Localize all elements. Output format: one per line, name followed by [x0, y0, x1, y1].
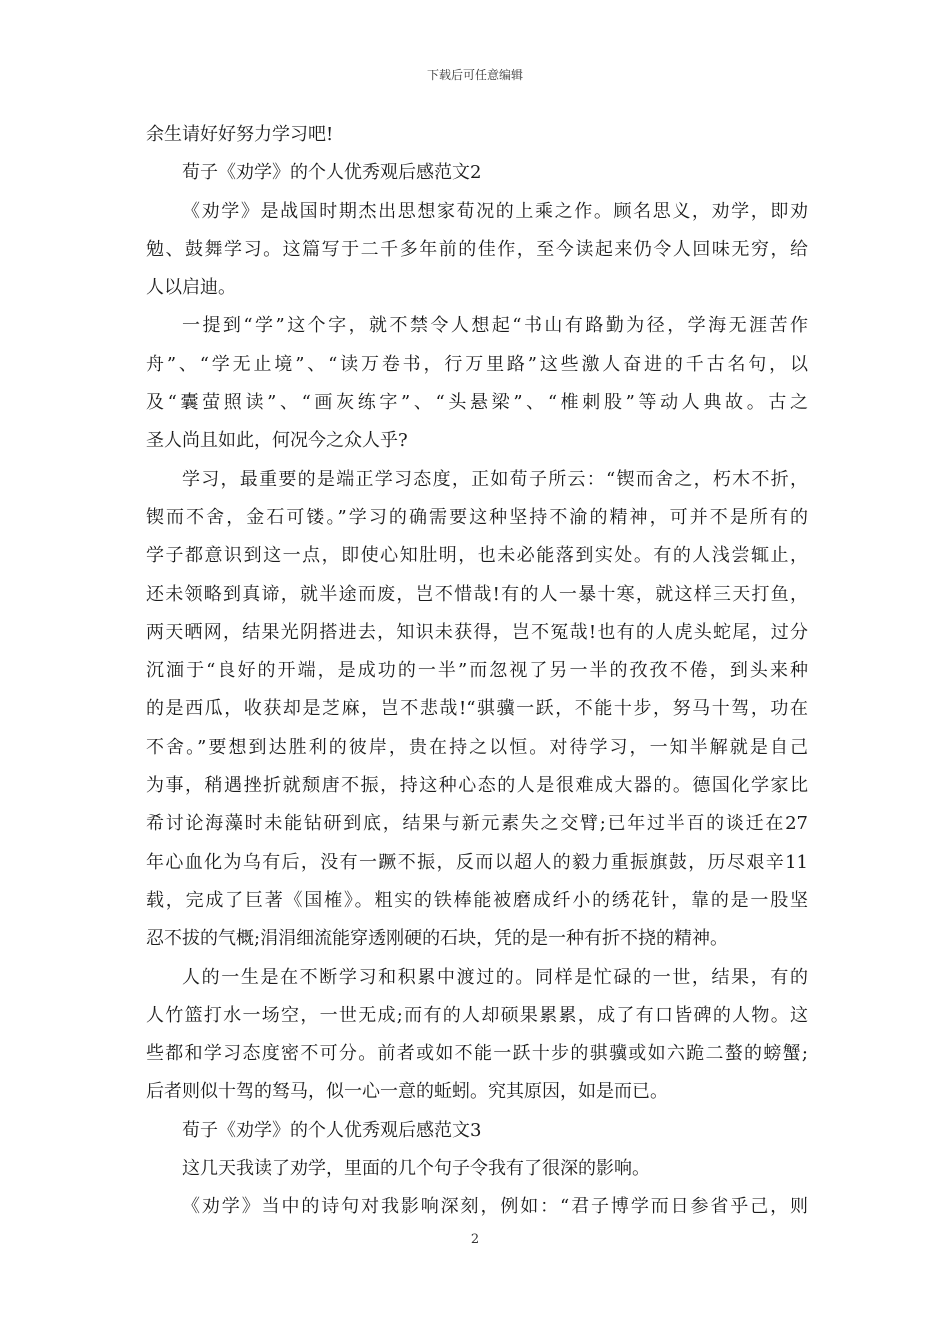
- page-header: 下载后可任意编辑: [426, 68, 523, 82]
- text-line: 学习，最重要的是端正学习态度，正如荀子所云：“锲而舍之，朽木不折，: [182, 468, 808, 490]
- text-line: 《劝学》是战国时期杰出思想家荀况的上乘之作。顾名思义，劝学，即劝: [182, 200, 808, 222]
- text-line: 锲而不舍，金石可镂。”学习的确需要这种坚持不渝的精神，可并不是所有的: [146, 506, 808, 528]
- text-line: 还未领略到真谛，就半途而废，岂不惜哉!有的人一暴十寒，就这样三天打鱼，: [146, 583, 808, 605]
- text-line: 载，完成了巨著《国榷》。粗实的铁棒能被磨成纤小的绣花针，靠的是一股坚: [146, 889, 808, 911]
- text-line: 后者则似十驾的驽马，似一心一意的蚯蚓。究其原因，如是而已。: [146, 1081, 668, 1103]
- text-line: 荀子《劝学》的个人优秀观后感范文2: [182, 162, 482, 184]
- text-line: 两天晒网，结果光阴搭进去，知识未获得，岂不冤哉!也有的人虎头蛇尾，过分: [146, 621, 808, 643]
- text-line: 沉湎于“良好的开端，是成功的一半”而忽视了另一半的孜孜不倦，到头来种: [146, 660, 808, 682]
- text-line: 人的一生是在不断学习和积累中渡过的。同样是忙碌的一世，结果，有的: [182, 966, 808, 988]
- text-line: 荀子《劝学》的个人优秀观后感范文3: [182, 1119, 482, 1141]
- text-line: 为事，稍遇挫折就颓唐不振，持这种心态的人是很难成大器的。德国化学家比: [146, 775, 808, 797]
- text-line: 余生请好好努力学习吧!: [146, 124, 334, 145]
- text-line: 些都和学习态度密不可分。前者或如不能一跃十步的骐骥或如六跪二螯的螃蟹;: [146, 1043, 808, 1065]
- text-line: 这几天我读了劝学，里面的几个句子令我有了很深的影响。: [182, 1158, 650, 1180]
- text-line: 人以启迪。: [146, 277, 236, 299]
- text-line: 舟”、“学无止境”、“读万卷书，行万里路”这些激人奋进的千古名句，以: [146, 353, 808, 375]
- page-number: 2: [470, 1232, 480, 1247]
- text-line: 圣人尚且如此，何况今之众人乎?: [146, 430, 408, 452]
- text-line: 及“囊萤照读”、“画灰练字”、“头悬梁”、“椎刺股”等动人典故。古之: [146, 392, 808, 414]
- text-line: 勉、鼓舞学习。这篇写于二千多年前的佳作，至今读起来仍令人回味无穷，给: [146, 238, 808, 260]
- text-line: 《劝学》当中的诗句对我影响深刻，例如：“君子博学而日参省乎己，则: [182, 1196, 808, 1218]
- text-line: 的是西瓜，收获却是芝麻，岂不悲哉!“骐骥一跃，不能十步，努马十驾，功在: [146, 698, 808, 720]
- document-body: [146, 116, 808, 1227]
- text-line: 一提到“学”这个字，就不禁令人想起“书山有路勤为径，学海无涯苦作: [182, 315, 808, 337]
- text-line: 年心血化为乌有后，没有一蹶不振，反而以超人的毅力重振旗鼓，历尽艰辛11: [146, 851, 808, 873]
- text-line: 学子都意识到这一点，即使心知肚明，也未必能落到实处。有的人浅尝辄止，: [146, 545, 808, 567]
- text-line: 不舍。”要想到达胜利的彼岸，贵在持之以恒。对待学习，一知半解就是自己: [146, 736, 808, 758]
- text-line: 人竹篮打水一场空，一世无成;而有的人却硕果累累，成了有口皆碑的人物。这: [146, 1004, 808, 1026]
- text-line: 忍不拔的气概;涓涓细流能穿透刚硬的石块，凭的是一种有折不挠的精神。: [146, 928, 729, 950]
- text-line: 希讨论海藻时未能钻研到底，结果与新元素失之交臂;已年过半百的谈迁在27: [146, 813, 808, 835]
